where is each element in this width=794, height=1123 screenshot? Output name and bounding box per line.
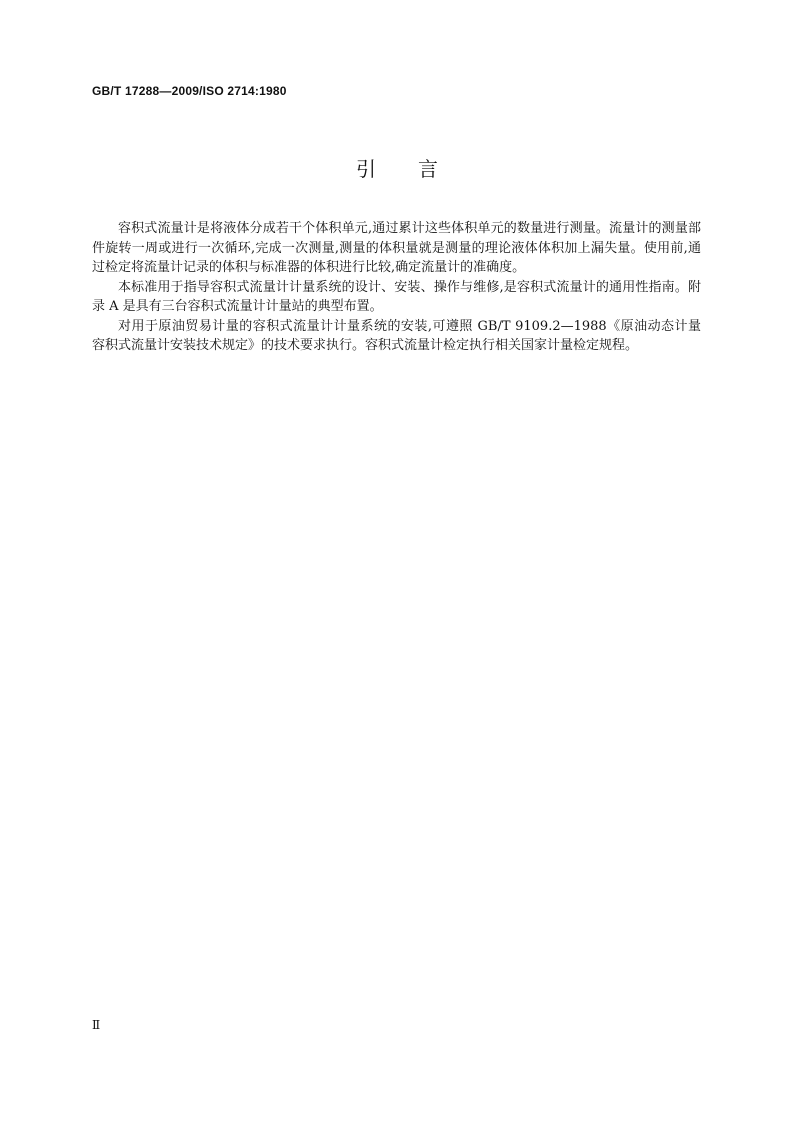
body-text — [92, 219, 701, 356]
paragraph-scope: 本标准用于指导容积式流量计计量系统的设计、安装、操作与维修,是容积式流量计的通用性指南。附录 A 是具有三台容积式流量计计量站的典型布置。 — [92, 279, 701, 314]
standard-code-header: GB/T 17288—2009/ISO 2714:1980 — [92, 84, 287, 98]
page-number: Ⅱ — [92, 1018, 101, 1032]
section-title: 引言 — [356, 157, 480, 181]
paragraph-intro: 容积式流量计是将液体分成若干个体积单元,通过累计这些体积单元的数量进行测量。流量计的测量部件旋转一周或进行一次循环,完成一次测量,测量的体积量就是测量的理论液体体积加上漏失量。使用前,通过检定将流量计记录的体积与标准器的体积进行比较,确定流量计的准确度。 — [92, 221, 701, 275]
paragraph-installation: 对用于原油贸易计量的容积式流量计计量系统的安装,可遵照 GB/T 9109.2—1988《原油动态计量 容积式流量计安装技术规定》的技术要求执行。容积式流量计检定执行相关国家计量检定规程。 — [92, 318, 701, 353]
